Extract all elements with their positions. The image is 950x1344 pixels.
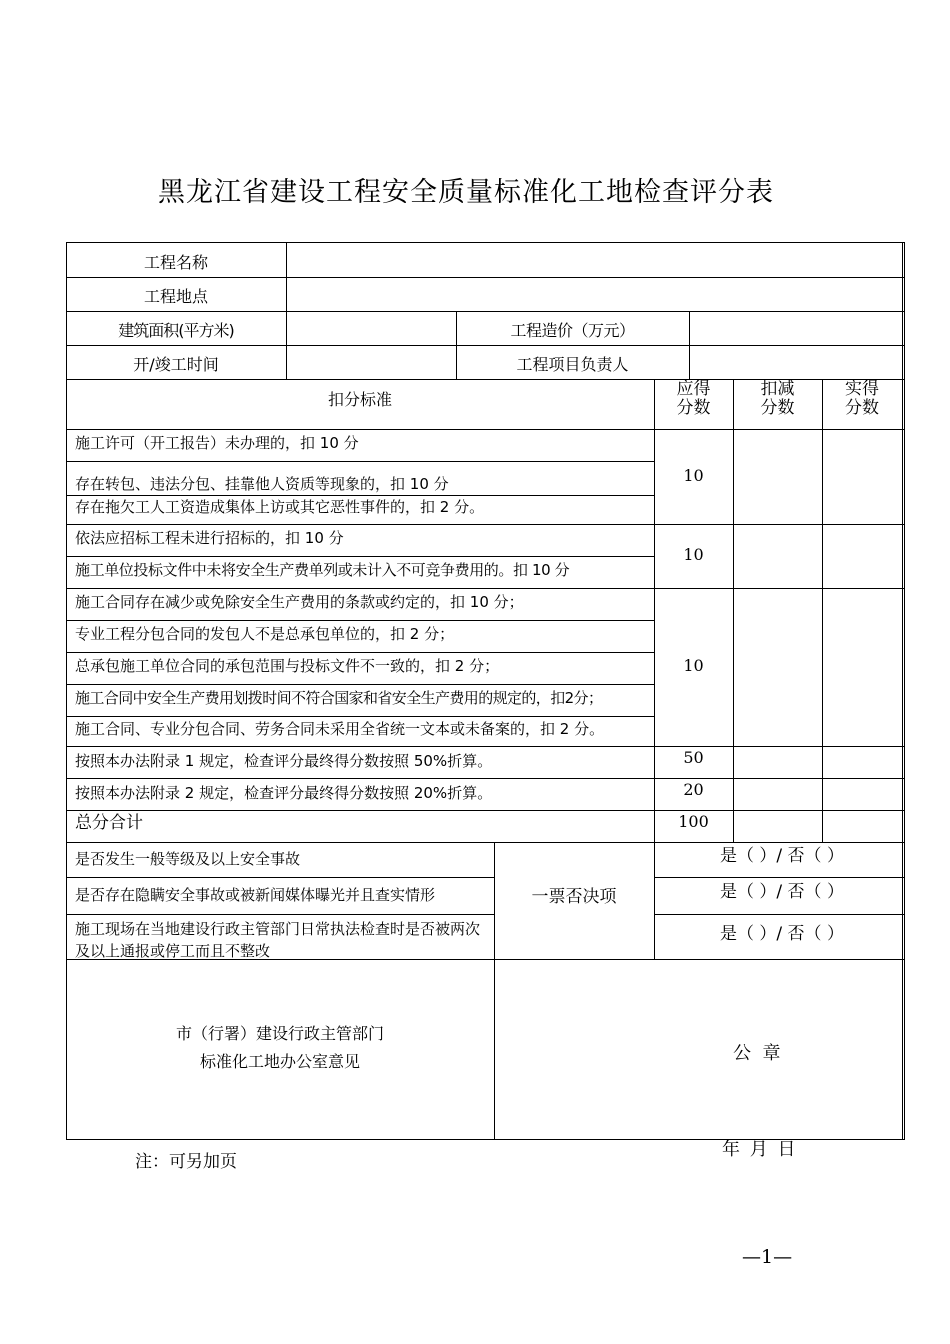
cost-field[interactable]	[690, 312, 902, 345]
manager-label: 工程项目负责人	[516, 355, 629, 374]
deduct-score-field[interactable]	[734, 747, 822, 778]
group-score: 10	[683, 545, 704, 564]
page-number: —1—	[742, 1246, 793, 1268]
veto-item: 是否存在隐瞒安全事故或被新闻媒体曝光并且查实情形	[75, 886, 436, 904]
appendix-row-score: 20	[683, 780, 704, 799]
manager-field[interactable]	[690, 346, 902, 379]
project-name-label: 工程名称	[143, 253, 208, 272]
building-area-field[interactable]	[287, 312, 456, 345]
date-line: 年 月 日	[722, 1139, 798, 1160]
project-name-field[interactable]	[287, 243, 902, 277]
deduct-score-field[interactable]	[734, 525, 822, 588]
veto-label: 一票否决项	[531, 887, 617, 907]
actual-score-field[interactable]	[823, 430, 902, 524]
actual-score-field[interactable]	[823, 779, 902, 810]
project-location-label: 工程地点	[143, 287, 208, 306]
opinion-label-line2: 标准化工地办公室意见	[199, 1052, 360, 1071]
veto-answer[interactable]: 是（ ）/ 否（ ）	[720, 882, 844, 902]
total-label: 总分合计	[75, 813, 143, 833]
criteria-item: 施工许可（开工报告）未办理的，扣 10 分	[75, 434, 359, 452]
actual-score-field[interactable]	[823, 589, 902, 746]
criteria-item: 施工合同、专业分包合同、劳务合同未采用全省统一文本或未备案的，扣 2 分。	[75, 720, 605, 738]
criteria-item: 存在转包、违法分包、挂靠他人资质等现象的，扣 10 分	[75, 475, 449, 493]
criteria-item: 施工单位投标文件中未将安全生产费单列或未计入不可竞争费用的。扣 10 分	[75, 561, 570, 579]
total-score: 100	[678, 812, 709, 831]
project-location-field[interactable]	[287, 278, 902, 311]
deduct-score-field[interactable]	[734, 589, 822, 746]
veto-answer[interactable]: 是（ ）/ 否（ ）	[720, 924, 844, 944]
actual-score-field[interactable]	[823, 525, 902, 588]
deduct-score-header: 扣减 分数	[760, 379, 795, 418]
document-title: 黑龙江省建设工程安全质量标准化工地检查评分表	[158, 177, 774, 208]
deduct-score-field[interactable]	[734, 430, 822, 524]
veto-item: 是否发生一般等级及以上安全事故	[75, 850, 301, 868]
appendix-row-text: 按照本办法附录 2 规定，检查评分最终得分数按照 20%折算。	[75, 784, 493, 802]
official-seal: 公 章	[733, 1043, 781, 1064]
cost-label: 工程造价（万元）	[510, 321, 635, 340]
appendix-row-text: 按照本办法附录 1 规定，检查评分最终得分数按照 50%折算。	[75, 752, 493, 770]
page-note: 注：可另加页	[135, 1152, 237, 1172]
criteria-item: 专业工程分包合同的发包人不是总承包单位的，扣 2 分；	[75, 625, 455, 643]
group-score: 10	[683, 656, 704, 675]
should-score-header: 应得 分数	[676, 379, 711, 418]
start-end-field[interactable]	[287, 346, 456, 379]
opinion-field[interactable]	[495, 960, 902, 1139]
criteria-item: 施工合同中安全生产费用划拨时间不符合国家和省安全生产费用的规定的，扣2分；	[75, 689, 603, 707]
veto-item: 施工现场在当地建设行政主管部门日常执法检查时是否被两次及以上通报或停工而且不整改	[75, 920, 481, 960]
criteria-item: 存在拖欠工人工资造成集体上访或其它恶性事件的，扣 2 分。	[75, 498, 485, 516]
total-deduct-field[interactable]	[734, 811, 822, 842]
deduct-score-field[interactable]	[734, 779, 822, 810]
total-actual-field[interactable]	[823, 811, 902, 842]
criteria-header: 扣分标准	[327, 390, 392, 409]
building-area-label: 建筑面积(平方米)	[118, 321, 234, 340]
actual-score-field[interactable]	[823, 747, 902, 778]
appendix-row-score: 50	[683, 748, 704, 767]
criteria-item: 总承包施工单位合同的承包范围与投标文件不一致的，扣 2 分；	[75, 657, 500, 675]
opinion-label-line1: 市（行署）建设行政主管部门	[175, 1024, 384, 1043]
start-end-label: 开/竣工时间	[133, 355, 219, 374]
group-score: 10	[683, 466, 704, 485]
criteria-item: 依法应招标工程未进行招标的，扣 10 分	[75, 529, 344, 547]
actual-score-header: 实得 分数	[845, 379, 879, 418]
veto-answer[interactable]: 是（ ）/ 否（ ）	[720, 846, 844, 866]
criteria-item: 施工合同存在减少或免除安全生产费用的条款或约定的，扣 10 分；	[75, 593, 524, 611]
